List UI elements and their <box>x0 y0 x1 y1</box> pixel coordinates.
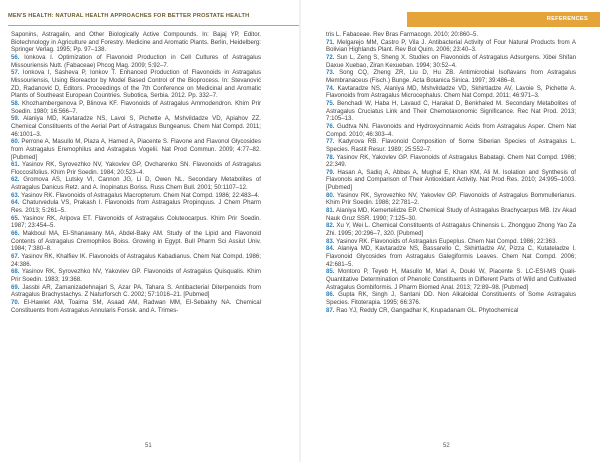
reference-text: Yasinov RK, Yakovlev GP. Flavonoids of Astragalus Babatagi. Chem Nat Compd. 1986; 22:349. <box>326 153 576 169</box>
reference-number: 74. <box>326 84 335 92</box>
right-page-number: 52 <box>443 443 450 449</box>
reference-text: Yasinov RK, Syrovezhko NV, Yakovlev GP. Flavonoids of Astragalus Bommullerianus. Khim Prir Soedin. 1986; 22:781–2. <box>326 191 576 207</box>
reference-number: 70. <box>11 298 20 306</box>
reference-entry <box>11 192 261 200</box>
reference-number: 57. <box>11 69 20 77</box>
reference-entry <box>326 154 576 169</box>
reference-number: 69. <box>11 283 20 291</box>
reference-text: Alaniya MD, Kavtaradze NS, Lavoi S, Pichette A, Mshvildadze VD, Apiahov ZZ. Chemical Constituents of the Aerial Part of Astragalus Bungeanus. Chem Nat Compd. 2011; 46:1001–3. <box>11 115 261 138</box>
reference-number: 77. <box>326 138 335 146</box>
reference-text: Gupta RK, Singh J, Santani DD. Non Alkaloidal Constituents of Some Astragalus Species. Fitoterapia. 1995; 66:376. <box>326 291 576 306</box>
reference-number: 83. <box>326 237 335 245</box>
reference-text: Hasan A, Sadiq A, Abbas A, Mughal E, Khan KM, Ali M. Isolation and Synthesis of Flavonols and Comparison of Their Antioxidant Activity. Nat Prod Res. 2010; 24:995–1003. [Pubmed] <box>326 168 576 192</box>
reference-text: Melgarejo MM, Castro P, Vila J. Antibacterial Activity of Four Natural Products from A Bolivian Highlands Plant. Rev Bol Quim. 2006; 23:40–3. <box>326 38 576 54</box>
reference-text: Yasinov RK. Flavonoids of Astragalus Macropterum. Chem Nat Compd. 1986; 22:483–4. <box>21 191 260 199</box>
reference-number: 68. <box>11 268 20 276</box>
reference-entry <box>11 230 261 253</box>
reference-number: 86. <box>326 291 335 299</box>
reference-entry <box>11 115 261 138</box>
left-header-title: MEN'S HEALTH: NATURAL HEALTH APPROACHES FOR BETTER PROSTATE HEALTH <box>8 13 250 19</box>
reference-text: Yasinov RK, Syrovezhko NV, Yakovlev GP. Flavonoids of Astragalus Quisqualis. Khim Prir Soedin. 1983; 19:368. <box>11 268 261 283</box>
reference-number: 82. <box>326 222 335 230</box>
reference-entry <box>11 284 261 299</box>
reference-entry <box>11 69 261 100</box>
reference-entry <box>326 307 576 315</box>
reference-entry <box>326 138 576 153</box>
right-reference-list <box>326 31 576 314</box>
reference-number: 59. <box>11 115 20 123</box>
reference-entry <box>326 100 576 123</box>
reference-number: 64. <box>11 199 20 207</box>
reference-entry <box>11 138 261 161</box>
reference-entry <box>11 31 261 54</box>
reference-number: 65. <box>11 214 20 222</box>
left-header-rule <box>8 25 299 26</box>
reference-number: 71. <box>326 38 335 46</box>
right-header-title: REFERENCES <box>546 16 588 22</box>
reference-number: 66. <box>11 230 20 238</box>
reference-number: 61. <box>11 161 20 169</box>
reference-text: El-Hawiet AM, Toaima SM, Asaad AM, Radwan MM, El-Sebakhy NA. Chemical Constituents from Astragalus Annularis Forssk. and A. Trimes- <box>11 298 261 314</box>
reference-number: 62. <box>11 176 20 184</box>
reference-text: Yasinov RK, Aripova ET. Flavonoids of Astragalus Coluteocarpus. Khim Prir Soedin. 1987; 23:454–5. <box>11 214 261 230</box>
reference-entry <box>326 222 576 237</box>
reference-number: 78. <box>326 153 335 161</box>
reference-entry <box>326 268 576 291</box>
reference-text: Gromova AS, Lutsky VI, Cannon JG, Li D, Owen NL. Secondary Metabolites of Astragalus Danicus Retz. and A. Inopinatus Boriss. Russ Chem Bull. 2001; 50:1107–12. <box>11 176 261 192</box>
reference-text: Yasinov RK, Syrovezhko NV, Yakovlev GP, Ovcharenko SN. Flavonoids of Astragalus Floccosifolius. Khim Prir Soedin. 1984; 20:523–4. <box>11 161 261 176</box>
reference-number: 79. <box>326 168 335 176</box>
reference-text: Chaturvedula VS, Prakash I. Flavonoids from Astragalus Propinquus. J Chem Pharm Res. 2013; 5:261–5. <box>11 199 261 215</box>
reference-entry <box>326 123 576 138</box>
reference-entry <box>11 199 261 214</box>
reference-entry <box>11 215 261 230</box>
reference-entry <box>326 31 576 39</box>
reference-entry <box>326 245 576 268</box>
reference-text: Benchadi W, Haba H, Lavaud C, Harakat D, Benkhaled M. Secondary Metabolites of Astragalus Cruciatus Link and Their Chemotaxonomic Significance. Rec Nat Prod. 2013; 7:105–13. <box>326 99 576 123</box>
reference-number: 75. <box>326 99 335 107</box>
reference-text: Montoro P, Teyeb H, Masullo M, Mari A, Douki W, Piacente S. LC-ESI-MS Quali-Quantitative Determination of Phenolic Constituents in Different Parts of Wild and Cultivated Astragalus Gombiformis. J Pharm Biomed Anal. 2013; 72:89–98. [Pubmed] <box>326 268 576 291</box>
reference-number: 76. <box>326 122 335 130</box>
reference-text: Perrone A, Masullo M, Plaza A, Hamed A, Piacente S. Flavone and Flavonol Glycosides from Astragalus Eremophilus and Astragalus Vogelii. Nat Prod Commun. 2009; 4:77–82. [Pubmed] <box>11 138 261 161</box>
reference-text: Xu Y, Wei L. Chemical Constituents of Astragalus Chinensis L. Zhongguo Zhong Yao Za Zhi. 1995; 20:296–7, 320. [Pubmed] <box>326 222 576 238</box>
reference-number: 81. <box>326 207 335 215</box>
reference-text: Sun L, Zeng S, Sheng X. Studies on Flavonoids of Astragalus Adsurgens. Xibei Shifan Daxue Xuebao, Ziran Kexueban. 1994; 30:52–4. <box>326 53 576 69</box>
reference-number: 56. <box>11 53 20 61</box>
reference-number: 84. <box>326 245 335 253</box>
reference-number: 73. <box>326 69 335 77</box>
left-page-number: 51 <box>145 443 152 449</box>
reference-text: Alaniya MD, Kavtaradze NS, Bassarello C, Skhirtladze AV, Pizza C, Kutateladze I. Flavonoid Glycosides from Astragalus Galegiformis Leaves. Chem Nat Compd. 2006; 42:681–5. <box>326 245 576 268</box>
reference-entry <box>326 169 576 192</box>
reference-entry <box>326 39 576 54</box>
reference-number: 58. <box>11 99 20 107</box>
reference-entry <box>11 299 261 314</box>
reference-text: Yasinov RK, Khalfiev IK. Flavonoids of Astragalus Kabadianus. Chem Nat Compd. 1986; 24:386. <box>11 253 261 268</box>
reference-entry <box>11 253 261 268</box>
reference-entry <box>11 100 261 115</box>
reference-entry <box>11 268 261 283</box>
reference-entry <box>326 54 576 69</box>
reference-number: 63. <box>11 191 20 199</box>
reference-number: 72. <box>326 53 335 61</box>
reference-text: tris L. Fabaceae. Rev Bras Farmacogn. 2010; 20:860–5. <box>326 31 479 38</box>
reference-number: 60. <box>11 138 20 146</box>
reference-text: Kadyrova RB. Flavonoid Composition of Some Siberian Species of Astragalus L. Species. Rastit Resur. 1989; 25:552–7. <box>326 138 576 153</box>
left-running-header <box>0 12 299 26</box>
reference-entry <box>326 192 576 207</box>
reference-text: Gudtva NN. Flavonoids and Hydroxycinnamic Acids from Astragalus Asper. Chem Nat Compd. 2010; 46:303–4. <box>326 122 576 138</box>
reference-entry <box>326 291 576 306</box>
reference-number: 67. <box>11 253 20 261</box>
reference-number: 85. <box>326 268 335 276</box>
reference-text: Kavtaradze NS, Alaniya MD, Mshvildadze VD, Skhirtladze AV, Lavoie S, Pichette A. Flavonoids from Astragalus Microcephalus. Chem Nat Compd. 2011; 46:971–3. <box>326 84 576 100</box>
reference-number: 87. <box>326 306 335 314</box>
reference-text: Ionkova I. Optimization of Flavonoid Production in Cell Cultures of Astragalus Missouriensis Nutt. (Fabaceae) Phcog Mag. 2009; 5:92–7. <box>11 53 261 69</box>
reference-text: Jassbi AR, Zamanizadehnajari S, Azar PA, Tahara S. Antibacterial Diterpenoids from Astragalus Brachystachys. Z Naturforsch C. 2002; 57:1016–21. [Pubmed] <box>11 283 261 299</box>
reference-text: Ionkova I, Sasheva P, Ionkov T. Enhanced Production of Flavonoids in Astragalus Missouriensis, Using Bioreactor by Model Based Control of the Bioprocess. In: Stevanović ZD, Radanović D, Editors. Proceedings of the 7th Conference on Medicinal and Aromatic Plants of Southeast European Countries. Subotica, Serbia. 2012. Pp. 332–7. <box>11 69 261 100</box>
reference-entry <box>11 176 261 191</box>
reference-text: Song CQ, Zheng ZR, Liu D, Hu ZB. Antimicrobial Isoflavans from Astragalus Membranaceus (Fisch.) Bunge. Acta Botanica Sinica. 1997; 39:486–8. <box>326 69 576 84</box>
reference-entry <box>326 85 576 100</box>
reference-entry <box>11 161 261 176</box>
reference-entry <box>326 238 576 246</box>
reference-text: Yasinov RK. Flavonoids of Astragalus Eupeplus. Chem Nat Compd. 1986; 22:363. <box>336 237 558 245</box>
reference-entry <box>11 54 261 69</box>
left-reference-list <box>11 31 261 314</box>
reference-number: 80. <box>326 191 335 199</box>
right-running-header <box>301 12 600 26</box>
reference-text: Khozhambergenova P, Blinova KF. Flavonoids of Astragalus Ammodendron. Khim Prir Soedin. 1980; 16:566–7. <box>11 99 262 115</box>
reference-text: Rao YJ, Reddy CR, Gangadhar K, Krupadanam GL. Phytochemical <box>336 306 519 314</box>
reference-entry <box>326 69 576 84</box>
reference-text: Saponins, Astragalin, and Other Biologically Active Compounds. In: Bajaj YP, Editor. Biotechnology in Agriculture and Forestry. Medicine and Aromatic Plants. Berlin, Heidelberg: Springer Verlag. 1995; Pp. 97–138. <box>11 31 261 54</box>
reference-text: Makboul MA, El-Shanawany MA, Abdel-Baky AM. Study of the Lipid and Flavonoid Contents of Astragalus Cremophilos Boiss. Growing in Egypt. Bull Pharm Sci Assiut Univ. 1984; 7:380–8. <box>11 230 261 253</box>
reference-entry <box>326 207 576 222</box>
reference-text: Alaniya MD, Kemertelidze EP. Chemical Study of Astragalus Brachycarpus MB. Izv Akad Nauk Gruz SSR. 1990; 7:125–30. <box>326 207 576 222</box>
